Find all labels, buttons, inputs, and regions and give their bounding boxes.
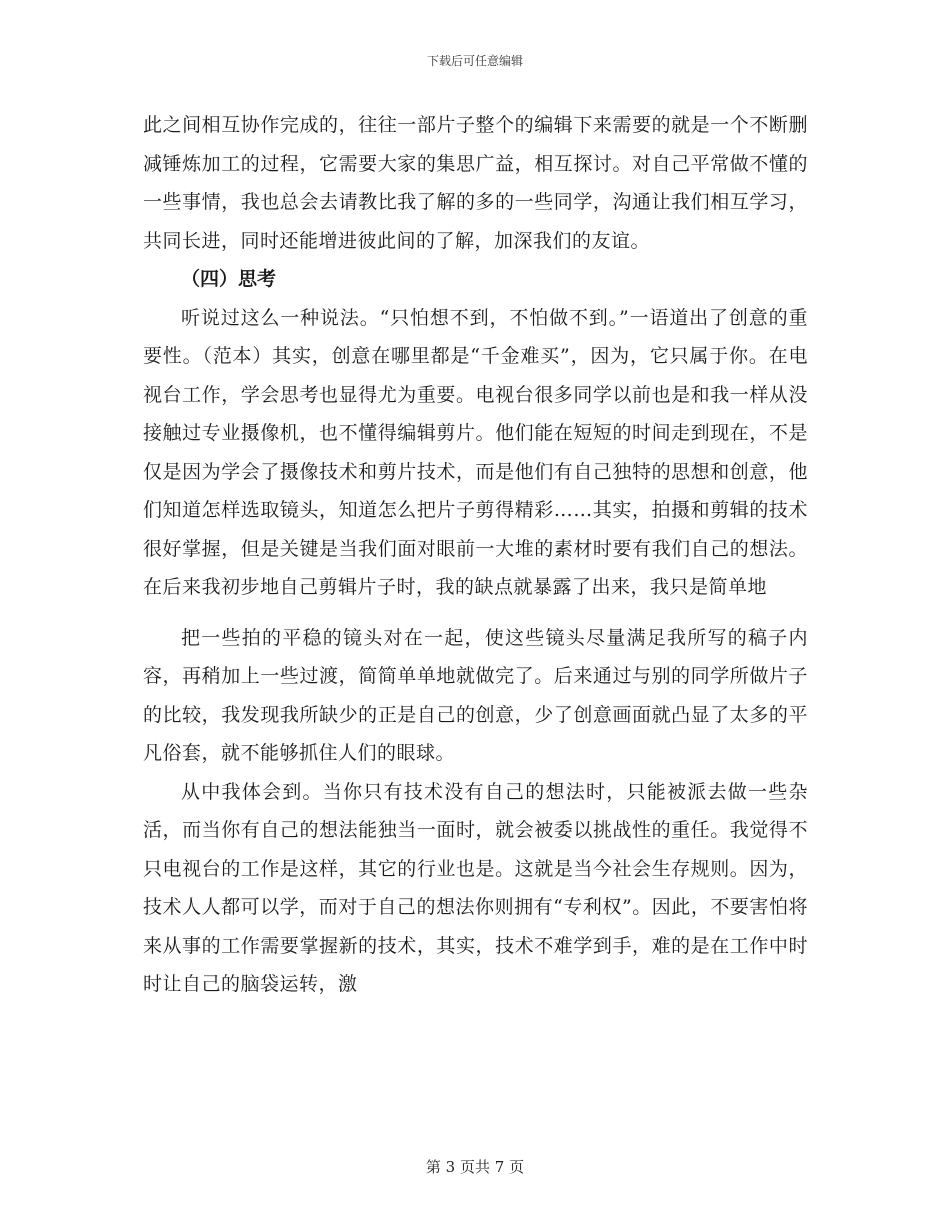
page-number-footer: 第 3 页共 7 页 bbox=[425, 1158, 525, 1176]
paragraph-2: 把一些拍的平稳的镜头对在一起，使这些镜头尽量满足我所写的稿子内容，再稍加上一些过渡，简简单单地就做完了。后来通过与别的同学所做片子的比较，我发现我所缺少的正是自己的创意，少了创意画面就凸显了太多的平凡俗套，就不能够抓住人们的眼球。 bbox=[143, 626, 808, 764]
paragraph-gap bbox=[143, 607, 808, 619]
paragraph-1: 听说过这么一种说法。“只怕想不到，不怕做不到。”一语道出了创意的重要性。（范本）其实，创意在哪里都是“千金难买”，因为，它只属于你。在电视台工作，学会思考也显得尤为重要。电视台很多同学以前也是和我一样从没接触过专业摄像机，也不懂得编辑剪片。他们能在短短的时间走到现在，不是仅是因为学会了摄像技术和剪片技术，而是他们有自己独特的思想和创意，他们知道怎样选取镜头，知道怎么把片子剪得精彩……其实，拍摄和剪辑的技术很好掌握，但是关键是当我们面对眼前一大堆的素材时要有我们自己的想法。在后来我初步地自己剪辑片子时，我的缺点就暴露了出来，我只是简单地 bbox=[143, 306, 808, 598]
document-body bbox=[143, 106, 808, 1004]
section-heading: （四）思考 bbox=[181, 268, 277, 290]
paragraph-continued: 此之间相互协作完成的，往往一部片子整个的编辑下来需要的就是一个不断删减锤炼加工的过程，它需要大家的集思广益，相互探讨。对自己平常做不懂的一些事情，我也总会去请教比我了解的多的一些同学，沟通让我们相互学习，共同长进，同时还能增进彼此间的了解，加深我们的友谊。 bbox=[143, 114, 808, 252]
header-note: 下载后可任意编辑 bbox=[426, 54, 523, 68]
paragraph-3: 从中我体会到。当你只有技术没有自己的想法时，只能被派去做一些杂活，而当你有自己的想法能独当一面时，就会被委以挑战性的重任。我觉得不只电视台的工作是这样，其它的行业也是。这就是当今社会生存规则。因为，技术人人都可以学，而对于自己的想法你则拥有“专利权”。因此，不要害怕将来从事的工作需要掌握新的技术，其实，技术不难学到手，难的是在工作中时时让自己的脑袋运转，激 bbox=[143, 780, 808, 995]
